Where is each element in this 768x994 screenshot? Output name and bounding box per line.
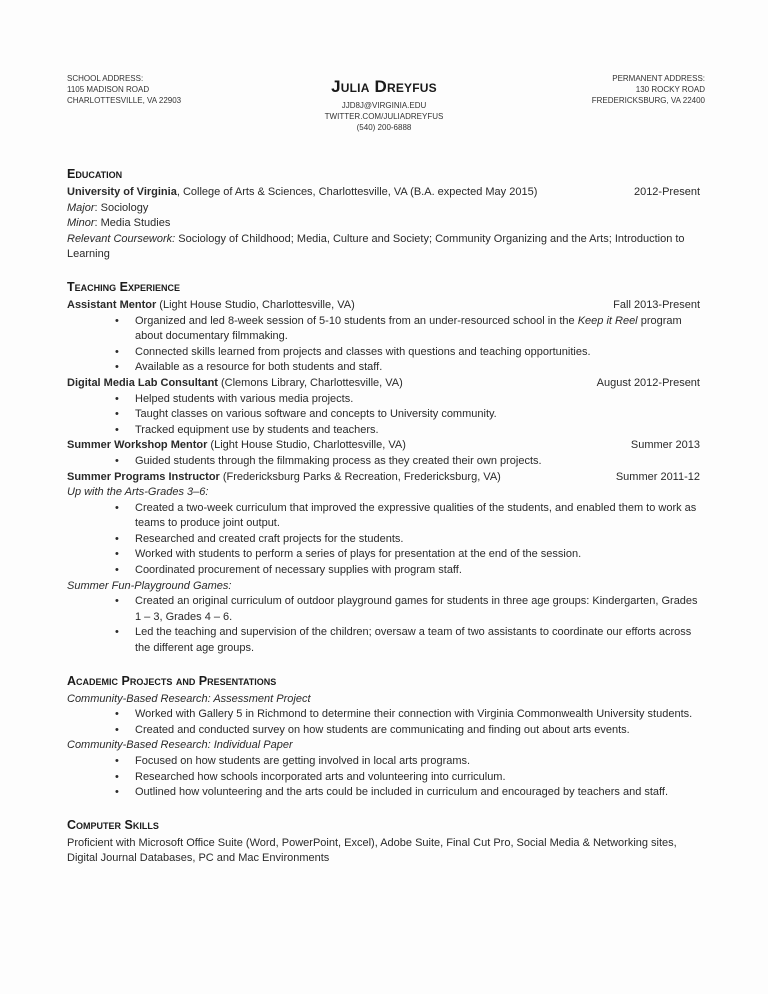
job-title-line xyxy=(67,438,406,454)
name-and-contact xyxy=(234,76,534,133)
job-bullets xyxy=(67,392,700,439)
coursework-line xyxy=(67,232,700,263)
list-item xyxy=(115,563,700,579)
bullet-icon: • xyxy=(115,595,119,608)
minor-line xyxy=(67,216,700,232)
list-item xyxy=(115,723,700,739)
bullet-icon: • xyxy=(115,361,119,374)
bullet-text: Researched how schools incorporated arts and volunteering into curriculum. xyxy=(135,770,506,783)
coursework-label: Relevant Coursework: xyxy=(67,232,176,245)
bullet-icon: • xyxy=(115,708,119,721)
school-address-line2: CHARLOTTESVILLE, VA 22903 xyxy=(67,96,182,105)
list-item xyxy=(115,770,700,786)
job-org: (Light House Studio, Charlottesville, VA) xyxy=(207,439,406,452)
permanent-address xyxy=(592,73,705,106)
project-bullets xyxy=(67,707,700,738)
bullet-icon: • xyxy=(115,723,119,736)
job-header xyxy=(67,438,700,454)
list-item xyxy=(115,785,700,801)
program-bullets xyxy=(67,594,700,656)
school-detail: , College of Arts & Sciences, Charlottesville, VA (B.A. expected May 2015) xyxy=(176,186,538,198)
school-address xyxy=(67,73,181,106)
bullet-text: Taught classes on various software and concepts to University community. xyxy=(135,408,497,421)
section-title-education: Education xyxy=(67,167,123,181)
list-item xyxy=(115,754,700,770)
skills-section xyxy=(67,817,700,867)
applicant-name: Julia Dreyfus xyxy=(331,77,437,96)
list-item xyxy=(115,454,700,470)
job-header xyxy=(67,376,700,392)
minor-value: : Media Studies xyxy=(94,217,171,230)
list-item xyxy=(115,532,700,548)
job-role: Summer Programs Instructor xyxy=(67,470,220,483)
list-item xyxy=(115,360,700,376)
job-dates: Summer 2013 xyxy=(630,439,700,452)
bullet-text: Created and conducted survey on how students are communicating and finding out about arts events. xyxy=(135,723,630,736)
job-header xyxy=(67,298,700,314)
job-bullets xyxy=(67,314,700,376)
bullet-text: Connected skills learned from projects and classes with questions and teaching opportunities. xyxy=(135,345,591,358)
major-value: : Sociology xyxy=(94,201,149,214)
bullet-text: Coordinated procurement of necessary supplies with program staff. xyxy=(135,564,462,577)
academic-section xyxy=(67,673,700,801)
job-title-line xyxy=(67,470,501,486)
list-item xyxy=(115,707,700,723)
bullet-text: Worked with Gallery 5 in Richmond to determine their connection with Virginia Commonwealth University students. xyxy=(135,708,693,721)
bullet-icon: • xyxy=(115,548,119,561)
list-item xyxy=(115,392,700,408)
job-org: (Fredericksburg Parks & Recreation, Fredericksburg, VA) xyxy=(219,470,501,483)
bullet-icon: • xyxy=(115,345,119,358)
education-entry xyxy=(67,185,700,201)
list-item xyxy=(115,594,700,625)
bullet-text: Researched and created craft projects for the students. xyxy=(135,532,404,545)
program-name: Keep it Reel xyxy=(577,314,638,327)
bullet-text: Led the teaching and supervision of the children; oversaw a team of two assistants to coordinate our efforts across the different age groups. xyxy=(135,626,692,655)
bullet-icon: • xyxy=(115,770,119,783)
school-address-label: SCHOOL ADDRESS: xyxy=(67,74,144,83)
bullet-icon: • xyxy=(115,314,119,327)
list-item xyxy=(115,345,700,361)
program-title: Up with the Arts-Grades 3–6: xyxy=(67,486,209,499)
permanent-address-line1: 130 ROCKY ROAD xyxy=(635,85,705,94)
bullet-icon: • xyxy=(115,564,119,577)
job-dates: Summer 2011-12 xyxy=(615,470,700,483)
education-school-line xyxy=(67,185,537,201)
major-line xyxy=(67,201,700,217)
major-label: Major xyxy=(67,201,95,214)
minor-label: Minor xyxy=(67,217,95,230)
job-dates: Fall 2013-Present xyxy=(613,298,700,311)
bullet-text: Created a two-week curriculum that improved the expressive qualities of the students, and enabled them to work as teams to produce joint output. xyxy=(135,501,697,530)
bullet-text: Outlined how volunteering and the arts could be included in curriculum and encouraged by teachers and staff. xyxy=(135,786,669,799)
job-dates: August 2012-Present xyxy=(596,376,700,389)
job-role: Summer Workshop Mentor xyxy=(67,439,208,452)
permanent-address-line2: FREDERICKSBURG, VA 22400 xyxy=(591,96,705,105)
bullet-icon: • xyxy=(115,532,119,545)
bullet-icon: • xyxy=(115,755,119,767)
job-header xyxy=(67,470,700,486)
section-title-academic: Academic Projects and Presentations xyxy=(67,673,277,688)
bullet-icon: • xyxy=(115,501,119,514)
bullet-icon: • xyxy=(115,626,119,639)
bullet-text: Focused on how students are getting involved in local arts programs. xyxy=(135,755,471,767)
program-title: Summer Fun-Playground Games: xyxy=(67,579,232,592)
bullet-text: Helped students with various media projects. xyxy=(135,392,354,405)
education-dates: 2012-Present xyxy=(633,186,700,198)
bullet-text: Created an original curriculum of outdoor playground games for students in three age groups: Kindergarten, Grades 1 – 3, Grades 4 – 6. xyxy=(135,595,698,623)
list-item xyxy=(115,625,700,656)
bullet-icon: • xyxy=(115,408,119,421)
job-org: (Clemons Library, Charlottesville, VA) xyxy=(217,376,403,389)
twitter: TWITTER.COM/JULIADREYFUS xyxy=(324,112,444,121)
bullet-text: Available as a resource for both students and staff. xyxy=(135,361,383,374)
bullet-icon: • xyxy=(115,454,119,467)
job-role: Assistant Mentor xyxy=(67,298,157,311)
school-address-line1: 1105 MADISON ROAD xyxy=(67,85,150,94)
phone: (540) 200-6888 xyxy=(356,123,412,132)
bullet-text: Organized and led 8-week session of 5-10 students from an under-resourced school in the xyxy=(135,314,578,327)
list-item xyxy=(115,547,700,563)
list-item xyxy=(115,407,700,423)
bullet-text-cont: program about documentary filmmaking. xyxy=(135,314,682,343)
job-title-line xyxy=(67,376,403,392)
coursework-value: Sociology of Childhood; Media, Culture and Society; Community Organizing and the Arts; Introduction to Learning xyxy=(67,232,685,261)
job-role: Digital Media Lab Consultant xyxy=(67,376,218,389)
job-title-line xyxy=(67,298,355,314)
job-org: (Light House Studio, Charlottesville, VA) xyxy=(156,298,355,311)
permanent-address-label: PERMANENT ADDRESS: xyxy=(612,74,705,83)
resume-body xyxy=(67,166,700,883)
list-item xyxy=(115,423,700,439)
bullet-text: Tracked equipment use by students and teachers. xyxy=(135,423,379,436)
bullet-text: Guided students through the filmmaking process as they created their own projects. xyxy=(135,454,542,467)
section-title-teaching: Teaching Experience xyxy=(67,279,180,294)
bullet-text: Worked with students to perform a series of plays for presentation at the end of the session. xyxy=(135,548,582,561)
project-bullets xyxy=(67,754,700,801)
section-title-skills: Computer Skills xyxy=(67,817,159,832)
bullet-icon: • xyxy=(115,392,119,405)
project-title: Community-Based Research: Individual Paper xyxy=(67,739,293,752)
job-bullets xyxy=(67,454,700,470)
school-name: University of Virginia xyxy=(67,186,177,198)
bullet-icon: • xyxy=(115,423,119,436)
email: JJD8J@VIRGINIA.EDU xyxy=(341,101,427,110)
list-item xyxy=(115,314,700,345)
skills-text: Proficient with Microsoft Office Suite (Word, PowerPoint, Excel), Adobe Suite, Final Cut Pro, Social Media & Networking sites, Digital Journal Databases, PC and Mac Environments xyxy=(67,836,677,865)
project-title: Community-Based Research: Assessment Project xyxy=(67,692,311,705)
list-item xyxy=(115,501,700,532)
program-bullets xyxy=(67,501,700,579)
teaching-section xyxy=(67,279,700,657)
bullet-icon: • xyxy=(115,786,119,799)
education-section xyxy=(67,166,700,263)
